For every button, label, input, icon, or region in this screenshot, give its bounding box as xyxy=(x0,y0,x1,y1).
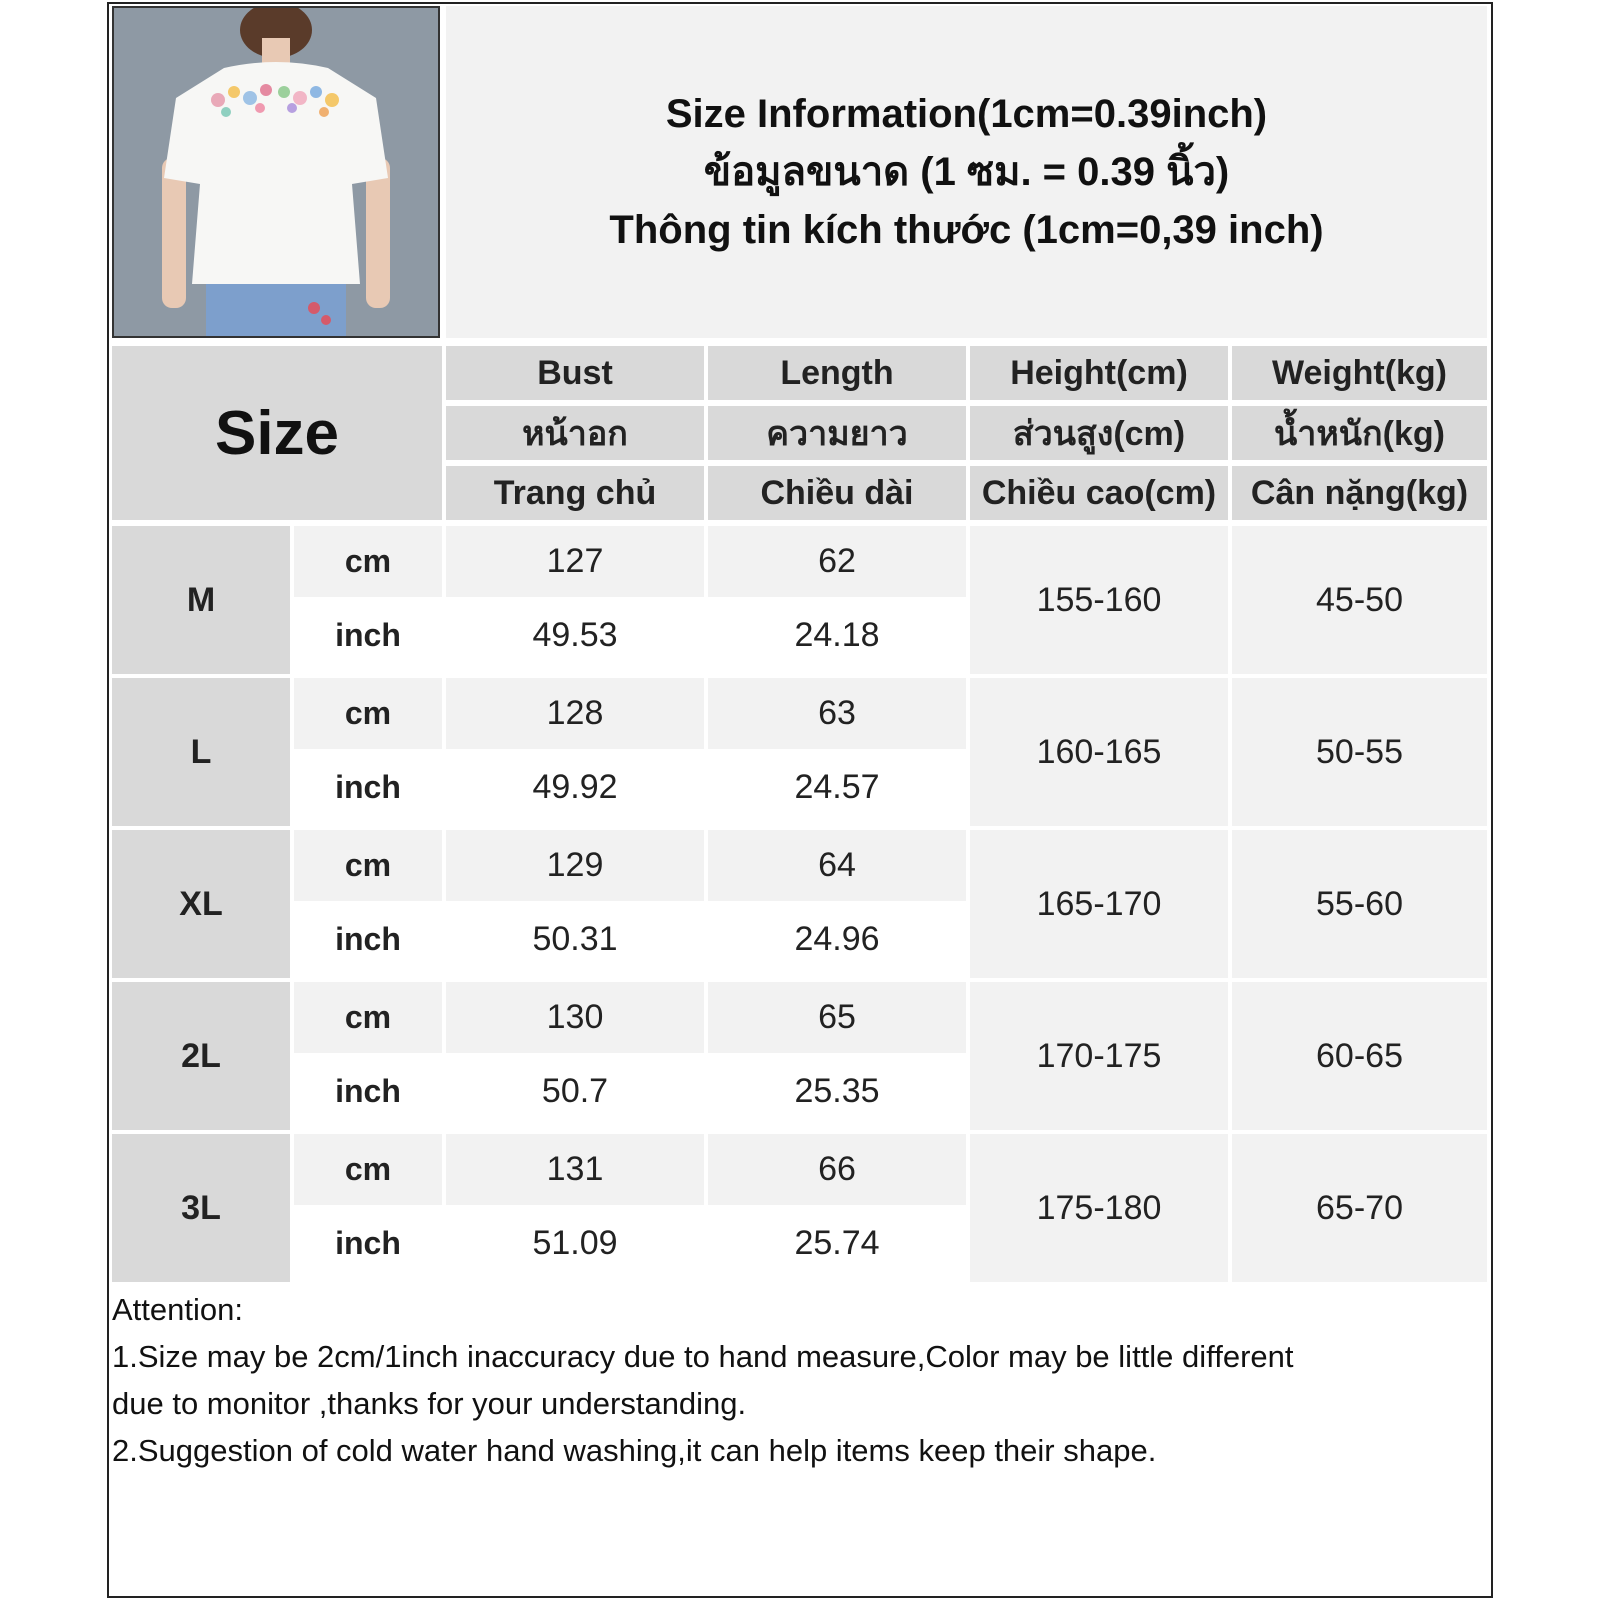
column-header-en: Height(cm) xyxy=(970,346,1228,400)
bust-inch-value: 49.92 xyxy=(446,753,704,822)
weight-range-value: 50-55 xyxy=(1232,678,1487,826)
column-header-th: ความยาว xyxy=(708,406,966,460)
height-range-value: 175-180 xyxy=(970,1134,1228,1282)
unit-label-inch: inch xyxy=(294,753,442,822)
height-range-value: 160-165 xyxy=(970,678,1228,826)
size-info-title xyxy=(446,6,1487,338)
bust-inch-value: 50.31 xyxy=(446,905,704,974)
title-english: Size Information(1cm=0.39inch) xyxy=(665,92,1268,136)
height-range-value: 165-170 xyxy=(970,830,1228,978)
length-cm-value: 63 xyxy=(708,678,966,749)
unit-label-cm: cm xyxy=(294,1134,442,1205)
column-header-th: น้ำหนัก(kg) xyxy=(1232,406,1487,460)
notes-line: due to monitor ,thanks for your understanding. xyxy=(112,1386,747,1421)
bust-cm-value: 130 xyxy=(446,982,704,1053)
title-vietnamese: Thông tin kích thước (1cm=0,39 inch) xyxy=(609,208,1324,252)
notes-line: 2.Suggestion of cold water hand washing,it can help items keep their shape. xyxy=(112,1433,1157,1468)
height-range-value: 155-160 xyxy=(970,526,1228,674)
size-header: Size xyxy=(112,346,442,520)
bust-cm-value: 129 xyxy=(446,830,704,901)
weight-range-value: 65-70 xyxy=(1232,1134,1487,1282)
size-name: 2L xyxy=(112,982,290,1130)
bust-inch-value: 50.7 xyxy=(446,1057,704,1126)
length-cm-value: 65 xyxy=(708,982,966,1053)
attention-notes xyxy=(112,1286,1482,1586)
column-header-th: หน้าอก xyxy=(446,406,704,460)
bust-cm-value: 131 xyxy=(446,1134,704,1205)
unit-label-cm: cm xyxy=(294,678,442,749)
length-inch-value: 25.74 xyxy=(708,1209,966,1278)
notes-line: 1.Size may be 2cm/1inch inaccuracy due to hand measure,Color may be little different xyxy=(112,1339,1294,1374)
weight-range-value: 45-50 xyxy=(1232,526,1487,674)
length-cm-value: 62 xyxy=(708,526,966,597)
length-cm-value: 64 xyxy=(708,830,966,901)
product-photo xyxy=(112,6,440,338)
unit-label-cm: cm xyxy=(294,982,442,1053)
column-header-vi: Chiều cao(cm) xyxy=(970,466,1228,520)
size-name: 3L xyxy=(112,1134,290,1282)
unit-label-inch: inch xyxy=(294,1057,442,1126)
unit-label-cm: cm xyxy=(294,830,442,901)
length-cm-value: 66 xyxy=(708,1134,966,1205)
model-blouse-icon xyxy=(114,8,438,336)
unit-label-inch: inch xyxy=(294,1209,442,1278)
unit-label-inch: inch xyxy=(294,601,442,670)
bust-cm-value: 127 xyxy=(446,526,704,597)
size-name: XL xyxy=(112,830,290,978)
size-name: L xyxy=(112,678,290,826)
length-inch-value: 24.96 xyxy=(708,905,966,974)
unit-label-inch: inch xyxy=(294,905,442,974)
unit-label-cm: cm xyxy=(294,526,442,597)
weight-range-value: 55-60 xyxy=(1232,830,1487,978)
weight-range-value: 60-65 xyxy=(1232,982,1487,1130)
column-header-vi: Trang chủ xyxy=(446,466,704,520)
bust-inch-value: 51.09 xyxy=(446,1209,704,1278)
column-header-vi: Cân nặng(kg) xyxy=(1232,466,1487,520)
bust-inch-value: 49.53 xyxy=(446,601,704,670)
title-thai: ข้อมูลขนาด (1 ซม. = 0.39 นิ้ว) xyxy=(703,150,1230,194)
length-inch-value: 25.35 xyxy=(708,1057,966,1126)
height-range-value: 170-175 xyxy=(970,982,1228,1130)
column-header-th: ส่วนสูง(cm) xyxy=(970,406,1228,460)
length-inch-value: 24.57 xyxy=(708,753,966,822)
size-name: M xyxy=(112,526,290,674)
column-header-en: Length xyxy=(708,346,966,400)
notes-heading: Attention: xyxy=(112,1292,243,1327)
column-header-en: Bust xyxy=(446,346,704,400)
bust-cm-value: 128 xyxy=(446,678,704,749)
column-header-vi: Chiều dài xyxy=(708,466,966,520)
column-header-en: Weight(kg) xyxy=(1232,346,1487,400)
length-inch-value: 24.18 xyxy=(708,601,966,670)
